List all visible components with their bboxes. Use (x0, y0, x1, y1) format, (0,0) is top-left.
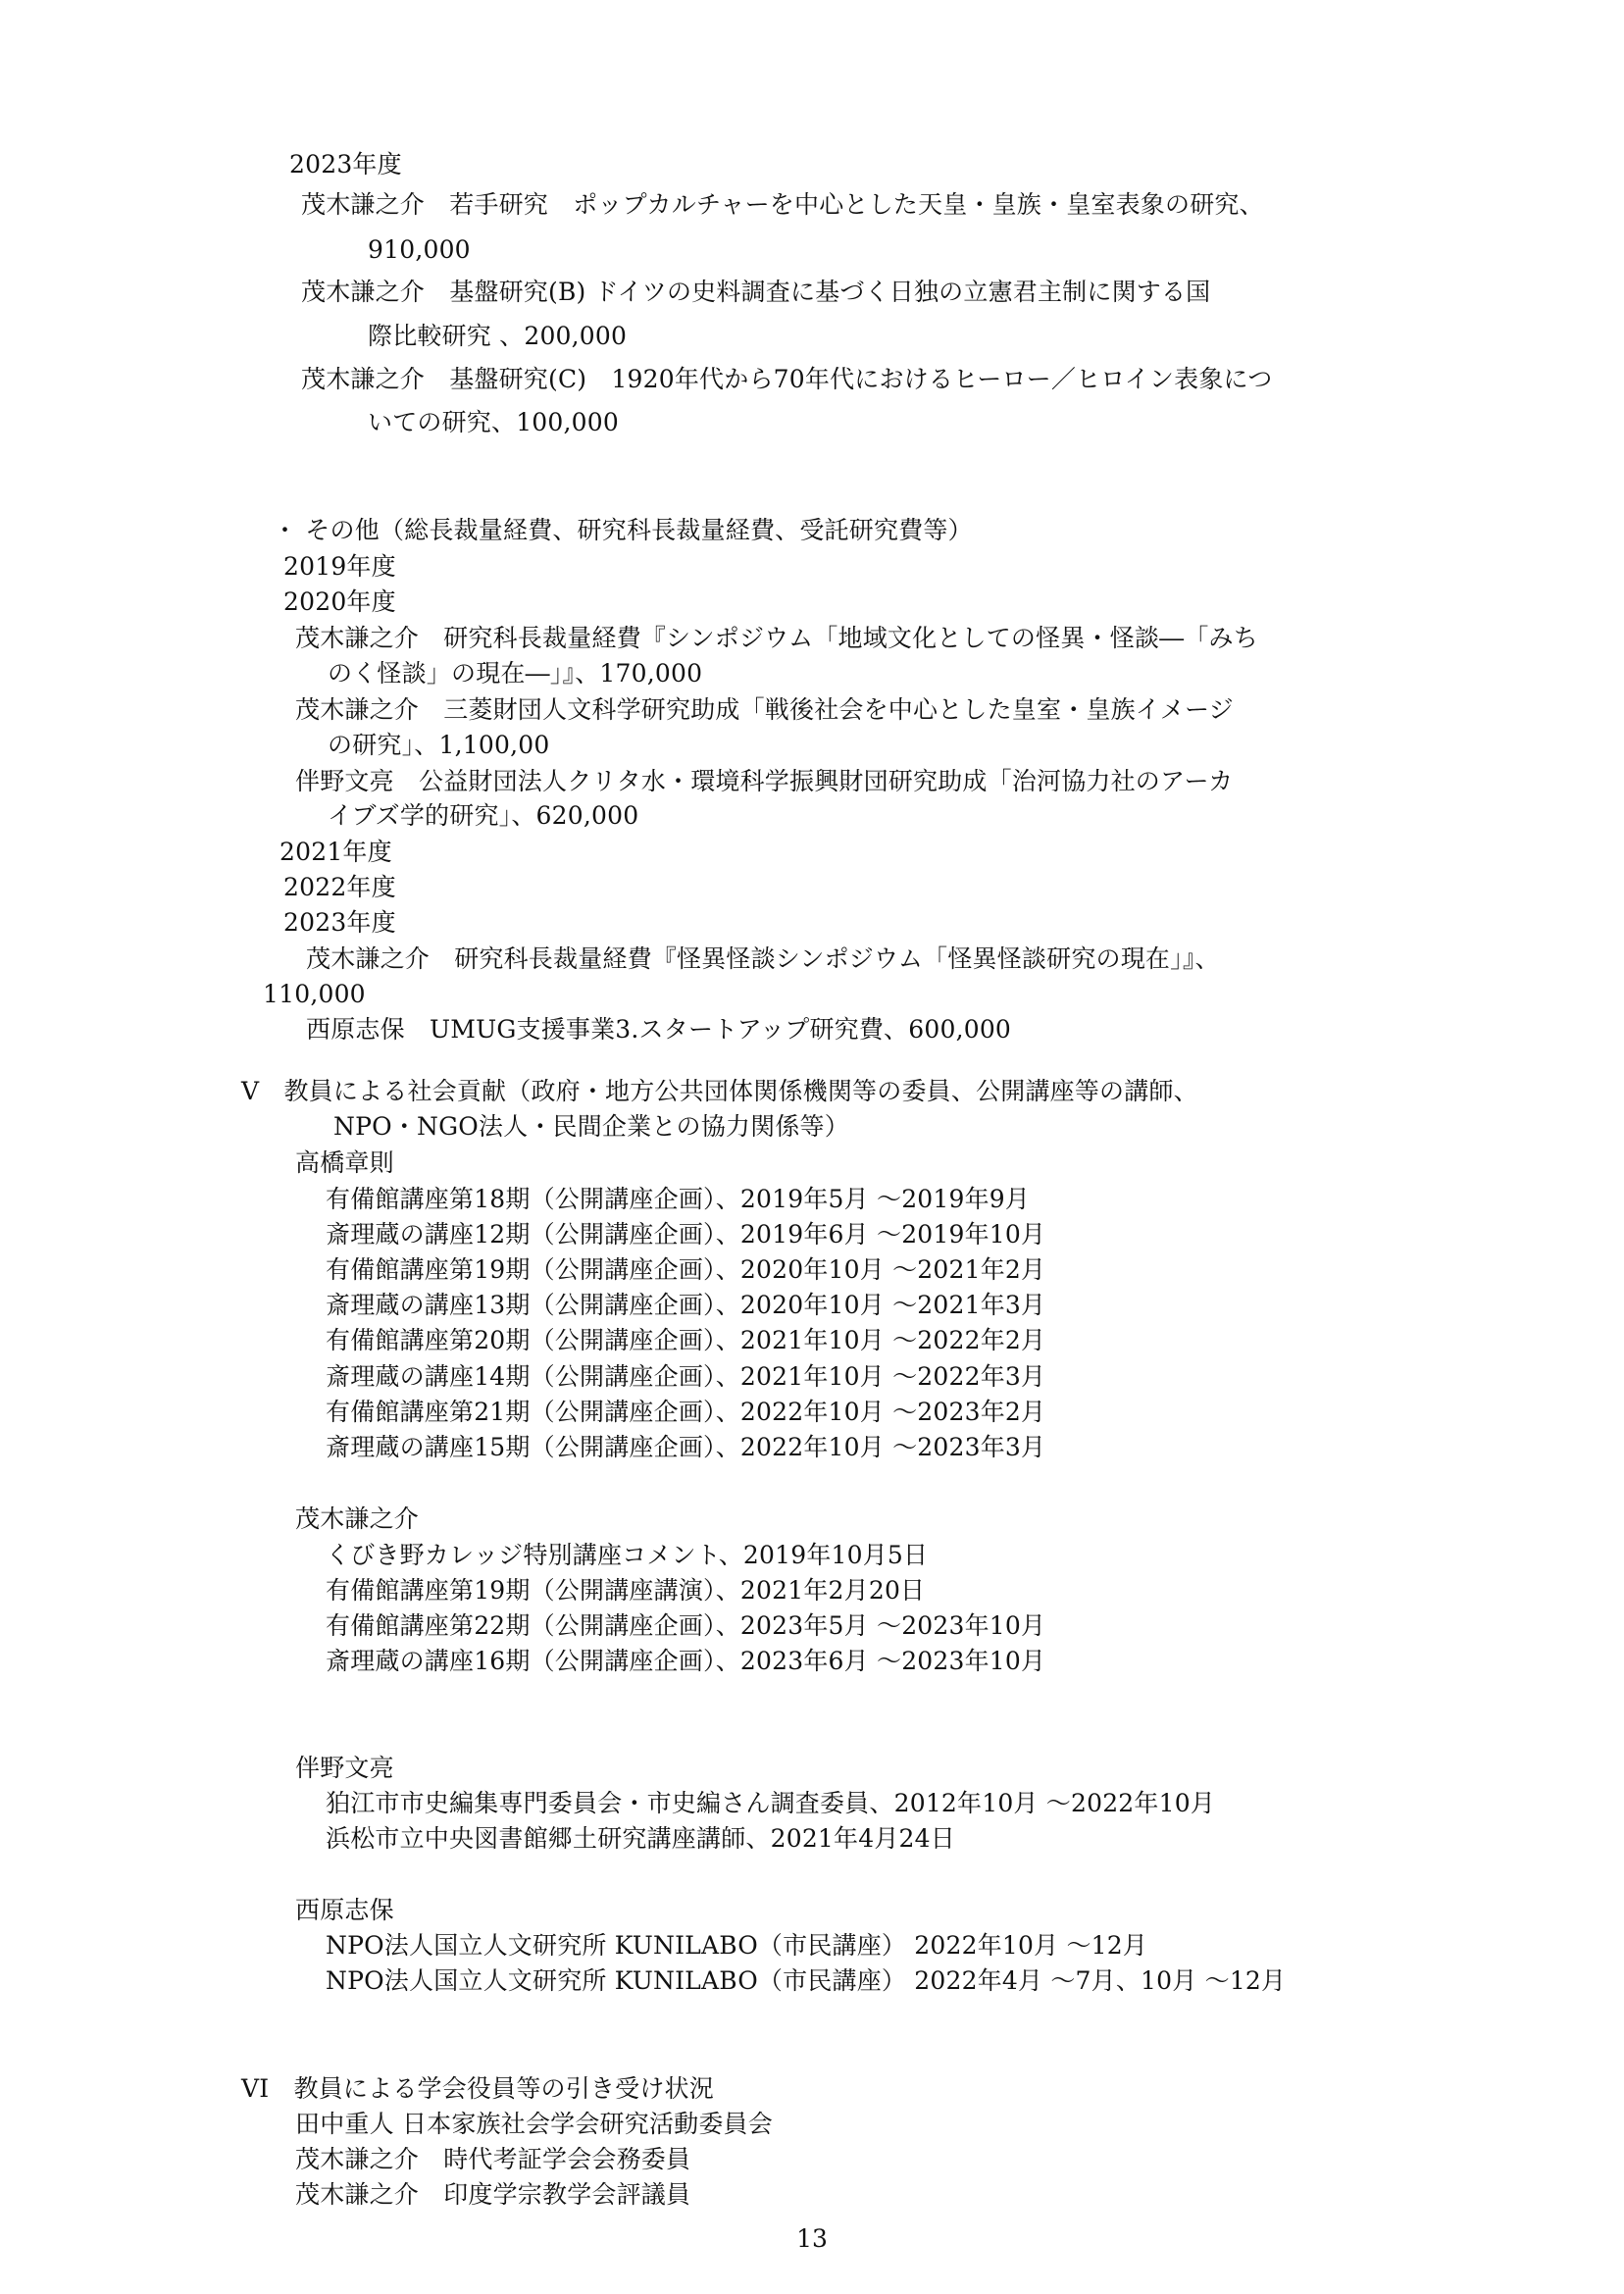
section-heading-other: ・ その他（総長裁量経費、研究科長裁量経費、受託研究費等） (273, 516, 973, 544)
activity-item: 有備館講座第19期（公開講座企画）、2020年10月 ～2021年2月 (326, 1255, 1046, 1284)
funding-entry-cont: 110,000 (263, 980, 366, 1008)
section-heading-vi: VI 教員による学会役員等の引き受け状況 (241, 2074, 714, 2103)
funding-entry-cont: イブズ学的研究」、620,000 (328, 801, 639, 830)
funding-entry: 伴野文亮 公益財団法人クリタ水・環境科学振興財団研究助成「治河協力社のアーカ (295, 767, 1234, 795)
activity-item: 狛江市市史編集専門委員会・市史編さん調査委員、2012年10月 ～2022年10月 (326, 1789, 1216, 1817)
person-name: 茂木謙之介 (295, 1504, 420, 1533)
activity-item: 斎理蔵の講座15期（公開講座企画）、2022年10月 ～2023年3月 (326, 1433, 1046, 1461)
grant-entry: 茂木謙之介 若手研究 ポップカルチャーを中心とした天皇・皇族・皇室表象の研究、 (301, 190, 1264, 219)
person-name: 西原志保 (295, 1896, 394, 1924)
activity-item: 斎理蔵の講座13期（公開講座企画）、2020年10月 ～2021年3月 (326, 1291, 1046, 1319)
year-heading: 2020年度 (283, 587, 396, 616)
grant-entry: 茂木謙之介 基盤研究(C) 1920年代から70年代におけるヒーロー／ヒロイン表象につ (301, 365, 1273, 393)
section-heading-v-cont: NPO・NGO法人・民間企業との協力関係等） (333, 1112, 849, 1141)
activity-item: 斎理蔵の講座14期（公開講座企画）、2021年10月 ～2022年3月 (326, 1362, 1046, 1391)
year-heading: 2023年度 (289, 150, 402, 178)
activity-item: くびき野カレッジ特別講座コメント、2019年10月5日 (326, 1541, 929, 1569)
activity-item: NPO法人国立人文研究所 KUNILABO（市民講座） 2022年4月 ～7月、10月 ～12月 (326, 1966, 1287, 1995)
activity-item: 有備館講座第20期（公開講座企画）、2021年10月 ～2022年2月 (326, 1326, 1046, 1354)
funding-entry-cont: のく怪談」の現在―」』、170,000 (328, 659, 703, 688)
activity-item: NPO法人国立人文研究所 KUNILABO（市民講座） 2022年10月 ～12月 (326, 1931, 1148, 1960)
activity-item: 有備館講座第22期（公開講座企画）、2023年5月 ～2023年10月 (326, 1611, 1046, 1640)
person-name: 高橋章則 (295, 1148, 394, 1177)
grant-entry-cont: 際比較研究 、200,000 (368, 322, 628, 350)
funding-entry: 西原志保 UMUG支援事業3.スタートアップ研究費、600,000 (306, 1015, 1012, 1044)
activity-item: 有備館講座第21期（公開講座企画）、2022年10月 ～2023年2月 (326, 1398, 1046, 1426)
year-heading: 2022年度 (283, 873, 396, 901)
year-heading: 2019年度 (283, 552, 396, 581)
activity-item: 有備館講座第18期（公開講座企画）、2019年5月 ～2019年9月 (326, 1185, 1031, 1213)
funding-entry: 茂木謙之介 研究科長裁量経費『怪異怪談シンポジウム「怪異怪談研究の現在」』、 (306, 944, 1220, 973)
grant-entry: 茂木謙之介 基盤研究(B) ドイツの史料調査に基づく日独の立憲君主制に関する国 (301, 278, 1211, 306)
society-role-item: 茂木謙之介 時代考証学会会務委員 (295, 2145, 691, 2173)
society-role-item: 田中重人 日本家族社会学会研究活動委員会 (295, 2110, 773, 2138)
person-name: 伴野文亮 (295, 1754, 394, 1782)
funding-entry: 茂木謙之介 研究科長裁量経費『シンポジウム「地域文化としての怪異・怪談―「みち (295, 624, 1258, 652)
section-heading-v: V 教員による社会貢献（政府・地方公共団体関係機関等の委員、公開講座等の講師、 (241, 1077, 1198, 1105)
activity-item: 有備館講座第19期（公開講座講演）、2021年2月20日 (326, 1576, 926, 1605)
activity-item: 浜松市立中央図書館郷土研究講座講師、2021年4月24日 (326, 1824, 955, 1853)
funding-entry: 茂木謙之介 三菱財団人文科学研究助成「戦後社会を中心とした皇室・皇族イメージ (295, 695, 1234, 724)
society-role-item: 茂木謙之介 印度学宗教学会評議員 (295, 2180, 691, 2209)
funding-entry-cont: の研究」、1,100,00 (328, 731, 550, 759)
grant-entry-cont: いての研究、100,000 (368, 408, 619, 436)
activity-item: 斎理蔵の講座12期（公開講座企画）、2019年6月 ～2019年10月 (326, 1220, 1046, 1249)
year-heading: 2021年度 (279, 838, 392, 866)
year-heading: 2023年度 (283, 908, 396, 937)
activity-item: 斎理蔵の講座16期（公開講座企画）、2023年6月 ～2023年10月 (326, 1647, 1046, 1675)
grant-entry-cont: 910,000 (368, 235, 471, 264)
page-number: 13 (796, 2224, 828, 2253)
